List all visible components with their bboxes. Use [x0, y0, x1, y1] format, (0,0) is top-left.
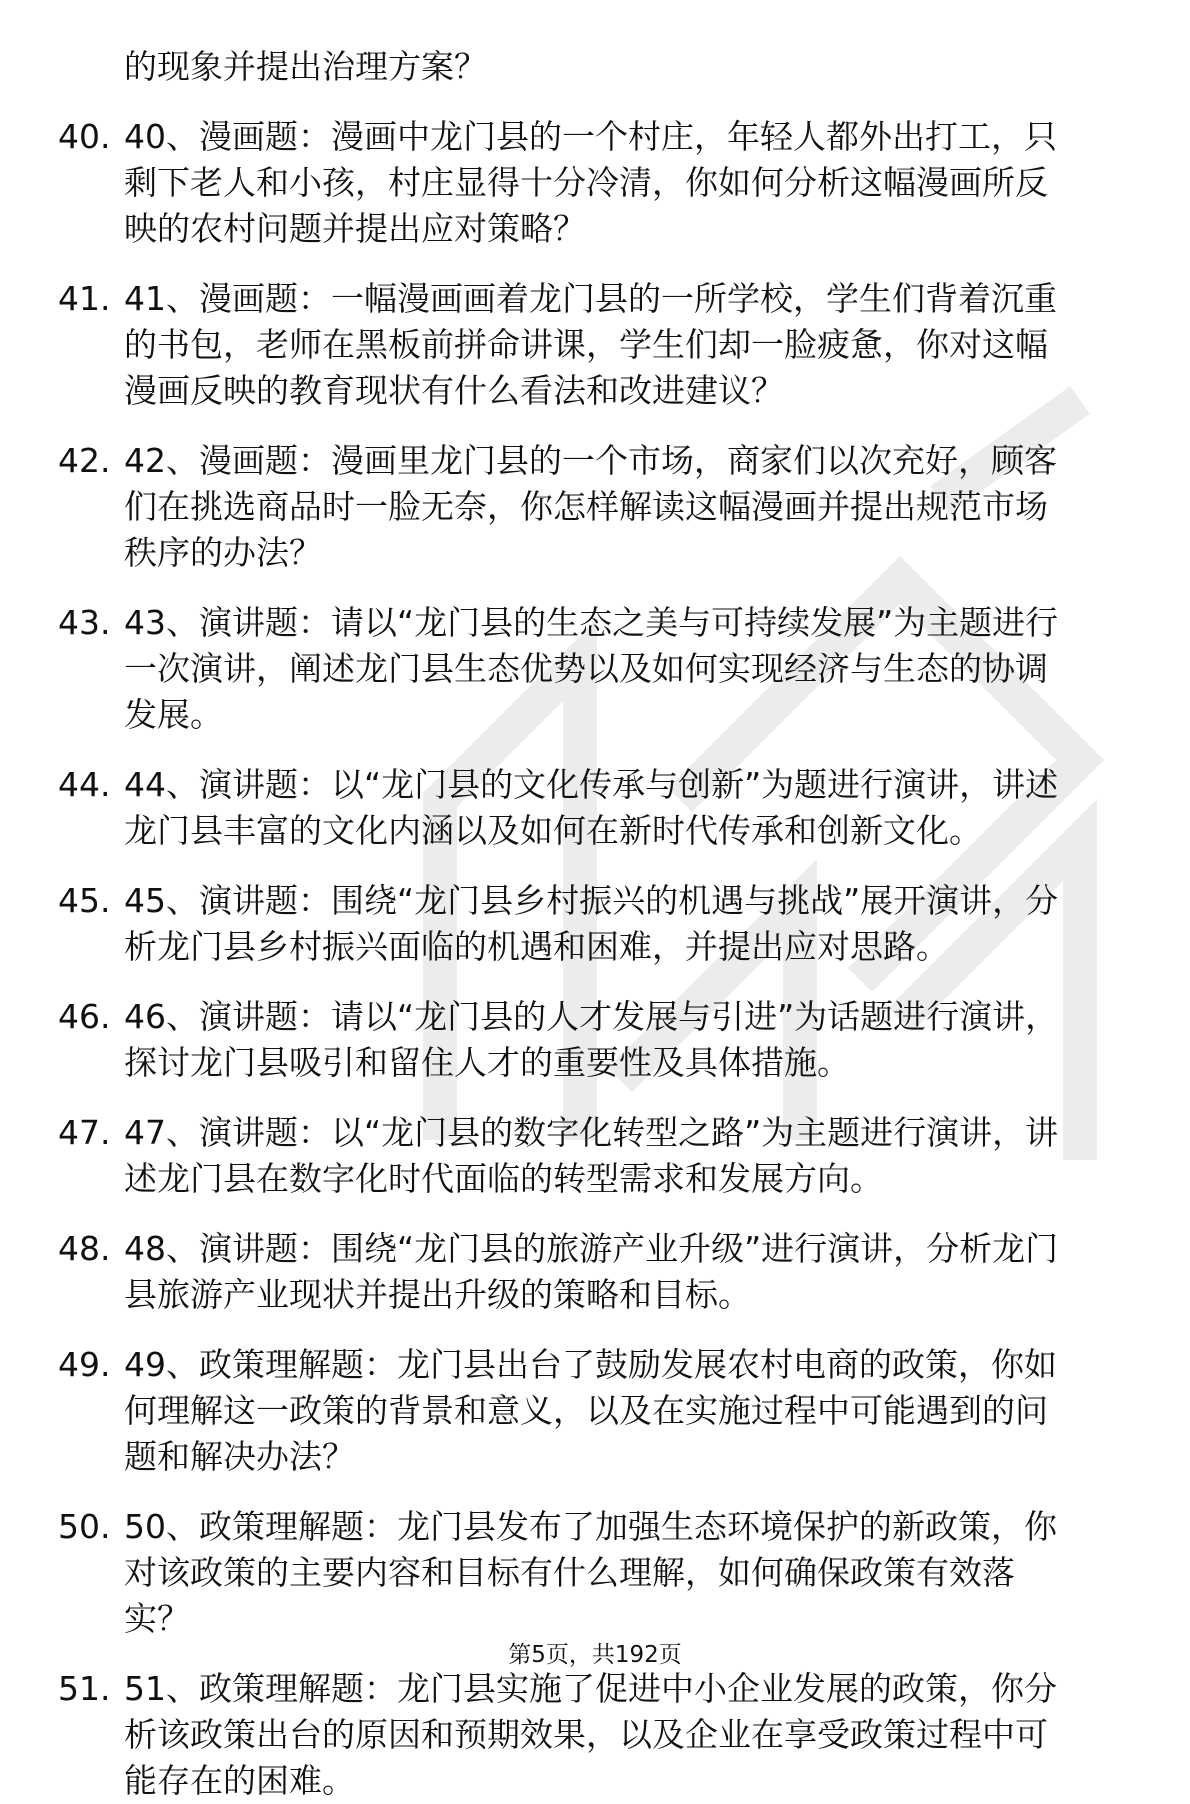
question-number: 48. [58, 1229, 111, 1268]
question-text-line: 漫画反映的教育现状有什么看法和改进建议？ [124, 371, 784, 410]
question-text-line: 题和解决办法？ [124, 1437, 355, 1476]
question-text-line: 县旅游产业现状并提出升级的策略和目标。 [124, 1275, 751, 1314]
question-text-line: 对该政策的主要内容和目标有什么理解，如何确保政策有效落 [124, 1553, 1015, 1592]
question-text-line: 的书包，老师在黑板前拼命讲课，学生们却一脸疲惫，你对这幅 [124, 325, 1048, 364]
question-text-line: 50、政策理解题：龙门县发布了加强生态环境保护的新政策，你 [124, 1507, 1057, 1546]
question-number: 42. [58, 441, 111, 480]
question-number: 40. [58, 117, 111, 156]
page-footer [0, 1640, 1190, 1670]
question-text-line: 实？ [124, 1599, 190, 1638]
question-text-line: 秩序的办法？ [124, 533, 322, 572]
question-text-line: 46、演讲题：请以“龙门县的人才发展与引进”为话题进行演讲， [124, 997, 1059, 1036]
question-text-line: 述龙门县在数字化时代面临的转型需求和发展方向。 [124, 1159, 883, 1198]
question-text-line: 剩下老人和小孩，村庄显得十分冷清，你如何分析这幅漫画所反 [124, 163, 1048, 202]
question-item-50 [58, 1504, 1118, 1642]
question-number: 49. [58, 1345, 111, 1384]
question-number: 47. [58, 1113, 111, 1152]
question-text-line: 发展。 [124, 695, 223, 734]
question-text-line: 何理解这一政策的背景和意义，以及在实施过程中可能遇到的问 [124, 1391, 1048, 1430]
question-list [58, 114, 1118, 1804]
question-text-line: 析龙门县乡村振兴面临的机遇和困难，并提出应对思路。 [124, 927, 949, 966]
question-text-line: 41、漫画题：一幅漫画画着龙门县的一所学校，学生们背着沉重 [124, 279, 1057, 318]
question-text-line: 51、政策理解题：龙门县实施了促进中小企业发展的政策，你分 [124, 1669, 1057, 1708]
question-text-line: 映的农村问题并提出应对策略？ [124, 209, 586, 248]
question-item-46 [58, 994, 1118, 1086]
question-text-line: 龙门县丰富的文化内涵以及如何在新时代传承和创新文化。 [124, 811, 982, 850]
question-text-line: 42、漫画题：漫画里龙门县的一个市场，商家们以次充好，顾客 [124, 441, 1057, 480]
page-number-label: 第5页，共192页 [508, 1642, 682, 1668]
question-text-line: 48、演讲题：围绕“龙门县的旅游产业升级”进行演讲，分析龙门 [124, 1229, 1059, 1268]
question-item-41 [58, 276, 1118, 414]
question-item-45 [58, 878, 1118, 970]
question-text-line: 探讨龙门县吸引和留住人才的重要性及具体措施。 [124, 1043, 850, 1082]
question-item-47 [58, 1110, 1118, 1202]
question-item-48 [58, 1226, 1118, 1318]
question-item-40 [58, 114, 1118, 252]
question-text-line: 45、演讲题：围绕“龙门县乡村振兴的机遇与挑战”展开演讲，分 [124, 881, 1059, 920]
question-number: 44. [58, 765, 111, 804]
question-text-line: 能存在的困难。 [124, 1761, 355, 1800]
question-number: 50. [58, 1507, 111, 1546]
question-number: 46. [58, 997, 111, 1036]
question-number: 51. [58, 1669, 111, 1708]
question-text-line: 49、政策理解题：龙门县出台了鼓励发展农村电商的政策，你如 [124, 1345, 1057, 1384]
question-text-line: 43、演讲题：请以“龙门县的生态之美与可持续发展”为主题进行 [124, 603, 1059, 642]
question-number: 45. [58, 881, 111, 920]
question-number: 41. [58, 279, 111, 318]
question-text-line: 40、漫画题：漫画中龙门县的一个村庄，年轻人都外出打工，只 [124, 117, 1057, 156]
question-item-43 [58, 600, 1118, 738]
question-item-42 [58, 438, 1118, 576]
question-item-51 [58, 1666, 1118, 1804]
question-text-line: 析该政策出台的原因和预期效果，以及企业在享受政策过程中可 [124, 1715, 1048, 1754]
continued-text: 的现象并提出治理方案？ [124, 47, 487, 86]
question-text-line: 一次演讲，阐述龙门县生态优势以及如何实现经济与生态的协调 [124, 649, 1048, 688]
question-item-49 [58, 1342, 1118, 1480]
document-body [58, 44, 1118, 1804]
question-text-line: 47、演讲题：以“龙门县的数字化转型之路”为主题进行演讲，讲 [124, 1113, 1059, 1152]
question-text-line: 44、演讲题：以“龙门县的文化传承与创新”为题进行演讲，讲述 [124, 765, 1059, 804]
question-item-44 [58, 762, 1118, 854]
question-number: 43. [58, 603, 111, 642]
question-text-line: 们在挑选商品时一脸无奈，你怎样解读这幅漫画并提出规范市场 [124, 487, 1048, 526]
